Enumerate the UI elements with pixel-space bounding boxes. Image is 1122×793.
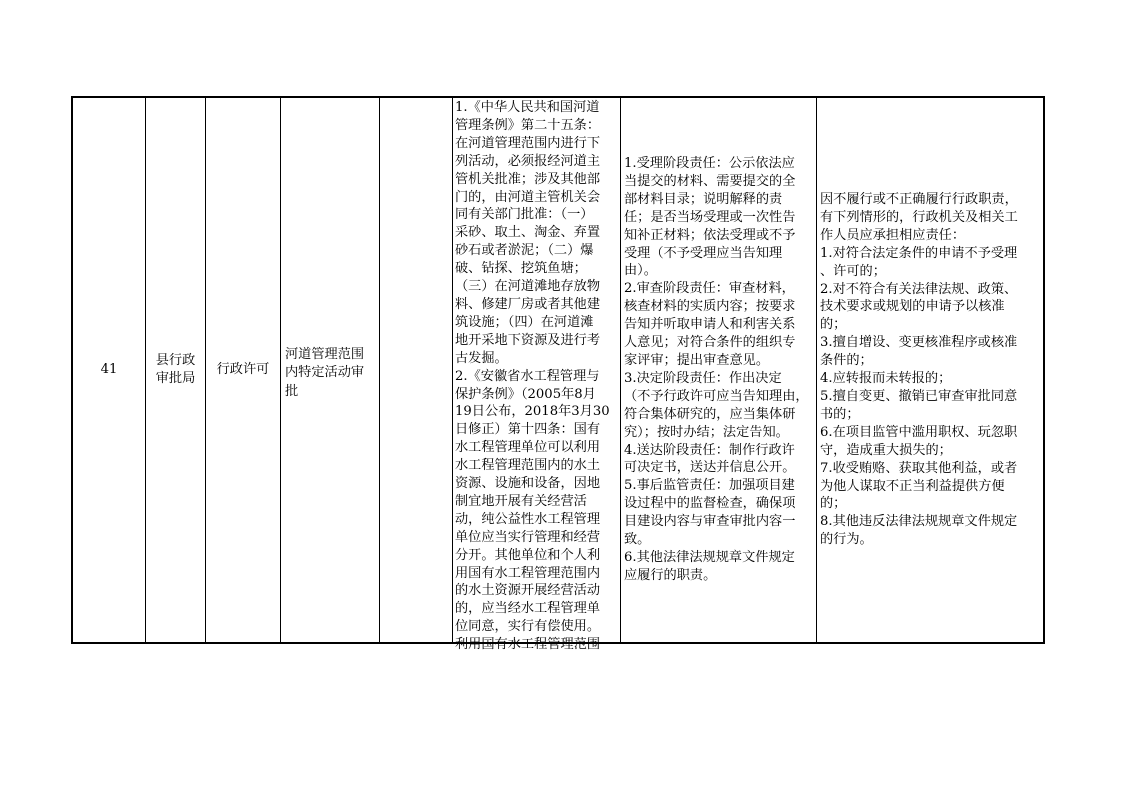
number-cell (73, 98, 146, 642)
sub-item-cell (380, 98, 453, 642)
accountability-text: 因不履行或不正确履行行政职责， 有下列情形的，行政机关及相关工 作人员应承担相应责任： 1.对符合法定条件的申请不予受理 、许可的； 2.对不符合有关法律法规、政策、 技术要求或规划的申请予以核准 的； 3.擅自增设、变更核准程序或核准 条件的； 4.应转报而未转报的； 5.擅自变更、撤销已审查审批同意 书的； 6.在项目监管中滥用职权、玩忽职 守，造成重大损失的； 7.收受贿赂、获取其他利益，或者 为他人谋取不正当利益提供方便 的； 8.其他违反法律法规规章文件规定 的行为。 (820, 192, 1018, 548)
responsibility-text: 1.受理阶段责任：公示依法应 当提交的材料、需要提交的全 部材料目录；说明解释的责 任；是否当场受理或一次性告 知补正材料；依法受理或不予 受理（不予受理应当告知理 由）。 2.审查阶段责任：审查材料， 核查材料的实质内容；按要求 告知并听取申请人和利害关系 人意见；对符合条件的组织专 家评审；提出审查意见。 3.决定阶段责任：作出决定 （不予行政许可应当告知理由， 符合集体研究的，应当集体研 究）；按时办结；法定告知。 4.送达阶段责任：制作行政许 可决定书，送达并信息公开。 5.事后监管责任：加强项目建 设过程中的监督检查，确保项 目建设内容与审查审批内容一 致。 6.其他法律法规规章文件规定 应履行的职责。 (624, 156, 809, 583)
item-name-cell (281, 98, 380, 642)
accountability-cell (817, 98, 1045, 642)
legal-basis-cell (453, 98, 621, 653)
item-name-text: 河道管理范围 内特定活动审 批 (285, 347, 365, 399)
row-number: 41 (100, 361, 118, 377)
department-cell (146, 98, 206, 642)
category-cell (206, 98, 281, 642)
department-text: 县行政 审批局 (155, 352, 196, 386)
legal-basis-text: 1.《中华人民共和国河道 管理条例》第二十五条： 在河道管理范围内进行下 列活动，必须报经河道主 管机关批准；涉及其他部 门的，由河道主管机关会 同有关部门批准：（一） 采砂、取土、淘金、弃置 砂石或者淤泥；（二）爆 破、钻探、挖筑鱼塘； （三）在河道滩地存放物 料、修建厂房或者其他建 筑设施；（四）在河道滩 地开采地下资源及进行考 古发掘。 2.《安徽省水工程管理与 保护条例》（2005年8月 19日公布，2018年3月30 日修正）第十四条：国有 水工程管理单位可以利用 水工程管理范围内的水土 资源、设施和设备，因地 制宜地开展有关经营活 动，纯公益性水工程管理 单位应当实行管理和经营 分开。其他单位和个人利 用国有水工程管理范围内 的水土资源开展经营活动 的，应当经水工程管理单 位同意，实行有偿使用。 利用国有水工程管理范围 (455, 100, 610, 653)
power-list-table (71, 96, 1045, 653)
category-text: 行政许可 (216, 361, 270, 377)
responsibility-cell (621, 98, 817, 642)
